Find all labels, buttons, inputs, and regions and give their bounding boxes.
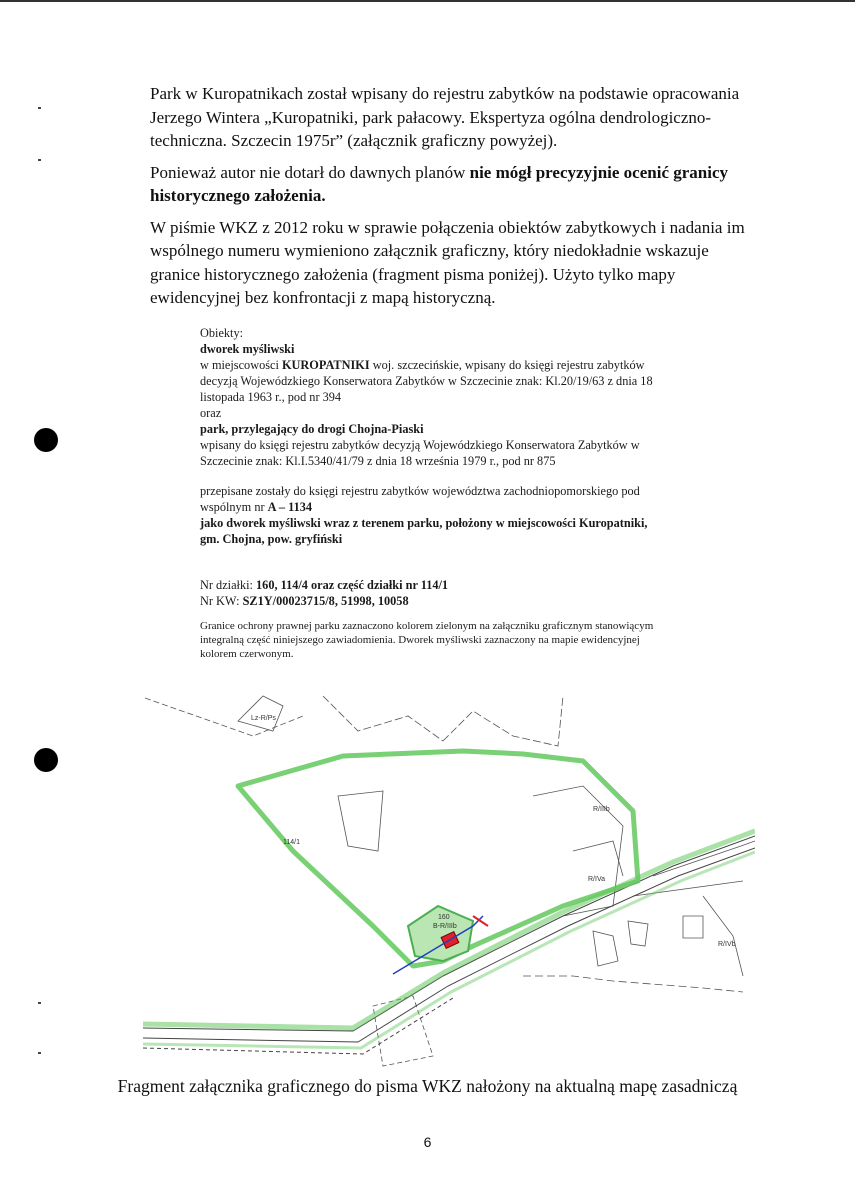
quote-line: Szczecinie znak: Kl.I.5340/41/79 z dnia 18 września 1979 r., pod nr 875 [200,454,556,468]
quote-text: woj. szczecińskie, wpisany do księgi rejestru zabytków [369,358,645,372]
kw-value: SZ1Y/00023715/8, 51998, 10058 [242,594,409,608]
land-register [200,593,690,609]
paragraph-2-bold: nie mógł precyzyjnie ocenić granicy historycznego założenia. [150,162,729,205]
map-label: 160 [438,914,450,921]
map-label: R/IIIb [593,806,610,813]
paragraph-2-text: Ponieważ autor nie dotarł do dawnych planów [150,162,470,182]
paragraph-1: Park w Kuropatnikach został wpisany do rejestru zabytków na podstawie opracowania Jerzego Wintera „Kuropatniki, park pałacowy. Ekspertyza ogólna dendrologiczno-techniczna. Szczecin 1975r” (załącznik graficzny powyżej). [150,84,740,150]
letter-fragment [200,325,690,661]
quote-note: kolorem czerwonym. [200,648,294,660]
quote-line: przepisane zostały do księgi rejestru zabytków województwa zachodniopomorskiego pod [200,484,640,498]
map-label: R/IVb [718,941,736,948]
paragraph-3: W piśmie WKZ z 2012 roku w sprawie połączenia obiektów zabytkowych i nadania im wspólnego numeru wymieniono załącznik graficzny, który niedokładnie wskazuje granice historycznego założenia (fragment pisma poniżej). Użyto tylko mapy ewidencyjnej bez konfrontacji z mapą historyczną. [150,217,745,307]
top-border [0,0,855,2]
quote-line: listopada 1963 r., pod nr 394 [200,390,342,404]
paragraph-2 [150,161,760,208]
punch-hole-bottom [34,748,58,772]
map-fragment [143,676,755,1072]
quote-text: w miejscowości [200,358,282,372]
quote-line [200,499,690,515]
body-text [150,82,760,318]
punch-hole-top [34,428,58,452]
kw-label: Nr KW: [200,594,243,608]
parcel-value: 160, 114/4 oraz część działki nr 114/1 [256,578,449,592]
quote-object-title: park, przylegający do drogi Chojna-Piaski [200,422,424,436]
quote-text: wspólnym nr [200,500,268,514]
quote-line: wpisany do księgi rejestru zabytków decyzją Wojewódzkiego Konserwatora Zabytków w [200,438,640,452]
quote-note: Granice ochrony prawnej parku zaznaczono kolorem zielonym na załączniku graficznym stanowiącym [200,620,654,632]
quote-line: jako dworek myśliwski wraz z terenem parku, położony w miejscowości Kuropatniki, [200,516,648,530]
margin-mark [38,1002,41,1004]
map-label: 114/1 [283,839,300,846]
quote-bold: A – 1134 [267,500,313,514]
margin-mark [38,159,41,161]
parcel-numbers [200,577,690,593]
quote-line [200,357,690,373]
quote-line: Obiekty: [200,326,244,340]
map-label: B-R/IIIb [433,923,457,930]
margin-mark [38,1052,41,1054]
parcel-label: Nr działki: [200,578,257,592]
page-number: 6 [423,1134,432,1150]
map-label: Lz-R/Ps [251,715,276,722]
quote-bold: KUROPATNIKI [281,358,370,372]
map-label: R/IVa [588,876,605,883]
figure-caption: Fragment załącznika graficznego do pisma WKZ nałożony na aktualną mapę zasadniczą [117,1076,738,1096]
margin-mark [38,107,41,109]
quote-object-title: dworek myśliwski [200,342,295,356]
quote-note: integralną część niniejszego zawiadomienia. Dworek myśliwski zaznaczony na mapie ewidencyjnej [200,634,640,646]
quote-line: decyzją Wojewódzkiego Konserwatora Zabytków w Szczecinie znak: Kl.20/19/63 z dnia 18 [200,374,653,388]
quote-line: oraz [200,406,222,420]
quote-line: gm. Chojna, pow. gryfiński [200,532,343,546]
